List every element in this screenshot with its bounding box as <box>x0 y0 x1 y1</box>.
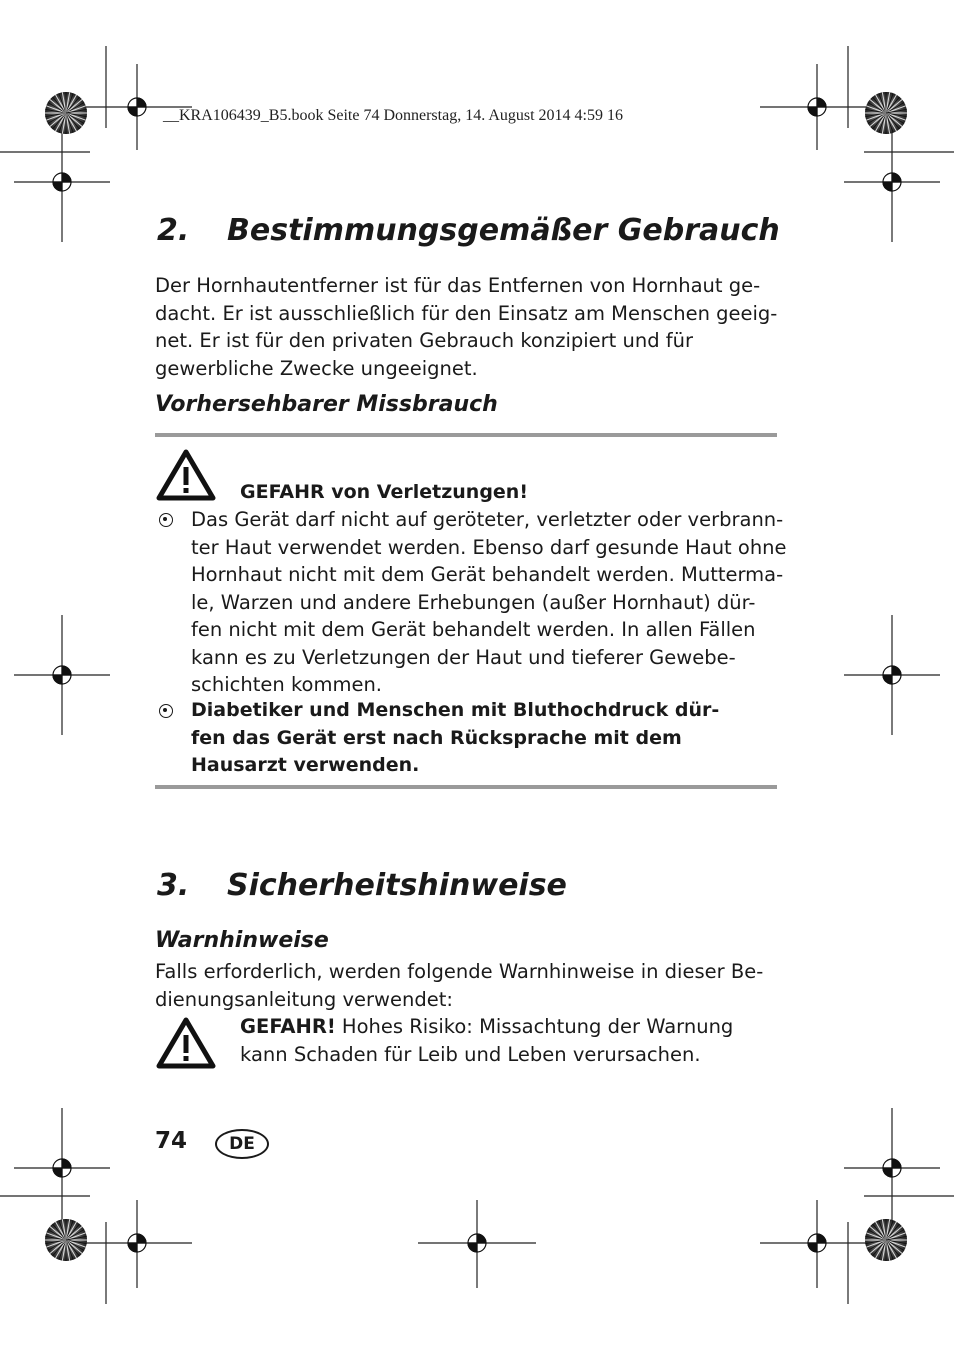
intro-line: Falls erforderlich, werden folgende Warnhinweise in dieser Be- <box>155 960 764 983</box>
section2-title: Bestimmungsgemäßer Gebrauch <box>227 213 780 248</box>
page-number: 74 <box>155 1128 188 1154</box>
section3-intro <box>155 958 763 1013</box>
registration-mark-icon <box>808 98 826 116</box>
intro-line: net. Er ist für den privaten Gebrauch konzipiert und für <box>155 329 694 352</box>
warning-text: kann Schaden für Leib und Leben verursachen. <box>240 1042 701 1066</box>
warning-triangle-icon <box>156 448 216 502</box>
section2-heading <box>157 213 780 248</box>
registration-mark-icon <box>808 1234 826 1252</box>
bullet-circle-icon <box>159 513 173 527</box>
bullet2-text <box>191 697 719 780</box>
intro-line: dienungsanleitung verwendet: <box>155 987 453 1011</box>
color-wheel-icon <box>45 92 87 134</box>
intro-line: Der Hornhautentferner ist für das Entfernen von Hornhaut ge- <box>155 274 761 297</box>
bullet-line: le, Warzen und andere Erhebungen (außer Hornhaut) dür- <box>191 590 756 614</box>
intro-line: gewerbliche Zwecke ungeeignet. <box>155 356 478 380</box>
color-wheel-icon <box>865 92 907 134</box>
registration-mark-icon <box>128 1234 146 1252</box>
bullet-line: Das Gerät darf nicht auf geröteter, verletzter oder verbrann- <box>191 508 784 531</box>
section2-subheading: Vorhersehbarer Missbrauch <box>155 392 498 417</box>
registration-mark-icon <box>883 1159 901 1177</box>
registration-mark-icon <box>53 173 71 191</box>
section3-warning <box>240 1013 733 1068</box>
bullet-line: Hausarzt verwenden. <box>191 754 420 776</box>
registration-mark-icon <box>128 98 146 116</box>
section3-heading <box>157 868 567 903</box>
intro-line: dacht. Er ist ausschließlich für den Einsatz am Menschen geeig- <box>155 301 778 325</box>
bullet-line: schichten kommen. <box>191 673 383 696</box>
bullet-line: Diabetiker und Menschen mit Bluthochdruck dür- <box>191 699 720 721</box>
bullet1-text <box>191 506 787 699</box>
registration-mark-icon <box>53 1159 71 1177</box>
bullet-line: ter Haut verwendet werden. Ebenso darf gesunde Haut ohne <box>191 535 787 559</box>
bullet-line: kann es zu Verletzungen der Haut und tieferer Gewebe- <box>191 645 736 669</box>
registration-mark-icon <box>883 173 901 191</box>
color-wheel-icon <box>45 1219 87 1261</box>
bullet-line: Hornhaut nicht mit dem Gerät behandelt werden. Mutterma- <box>191 563 784 586</box>
section3-subheading: Warnhinweise <box>155 928 329 953</box>
warning-triangle-icon <box>156 1016 216 1070</box>
section2-number: 2. <box>157 213 190 248</box>
warning-text: Hohes Risiko: Missachtung der Warnung <box>335 1015 734 1038</box>
registration-mark-icon <box>53 666 71 684</box>
bullet-line: fen das Gerät erst nach Rücksprache mit dem <box>191 726 682 749</box>
section3-title: Sicherheitshinweise <box>227 868 567 903</box>
section3-number: 3. <box>157 868 190 903</box>
warning-label: GEFAHR! <box>240 1015 336 1038</box>
warning-title: GEFAHR von Verletzungen! <box>240 481 528 503</box>
bullet-circle-icon <box>159 704 173 718</box>
print-header: __KRA106439_B5.book Seite 74 Donnerstag, 14. August 2014 4:59 16 <box>163 107 623 124</box>
language-badge: DE <box>215 1129 269 1159</box>
divider-bottom <box>155 785 777 789</box>
color-wheel-icon <box>865 1219 907 1261</box>
section2-intro <box>155 272 777 382</box>
registration-mark-icon <box>468 1234 486 1252</box>
bullet-line: fen nicht mit dem Gerät behandelt werden. In allen Fällen <box>191 618 756 641</box>
registration-mark-icon <box>883 666 901 684</box>
divider-top <box>155 433 777 437</box>
